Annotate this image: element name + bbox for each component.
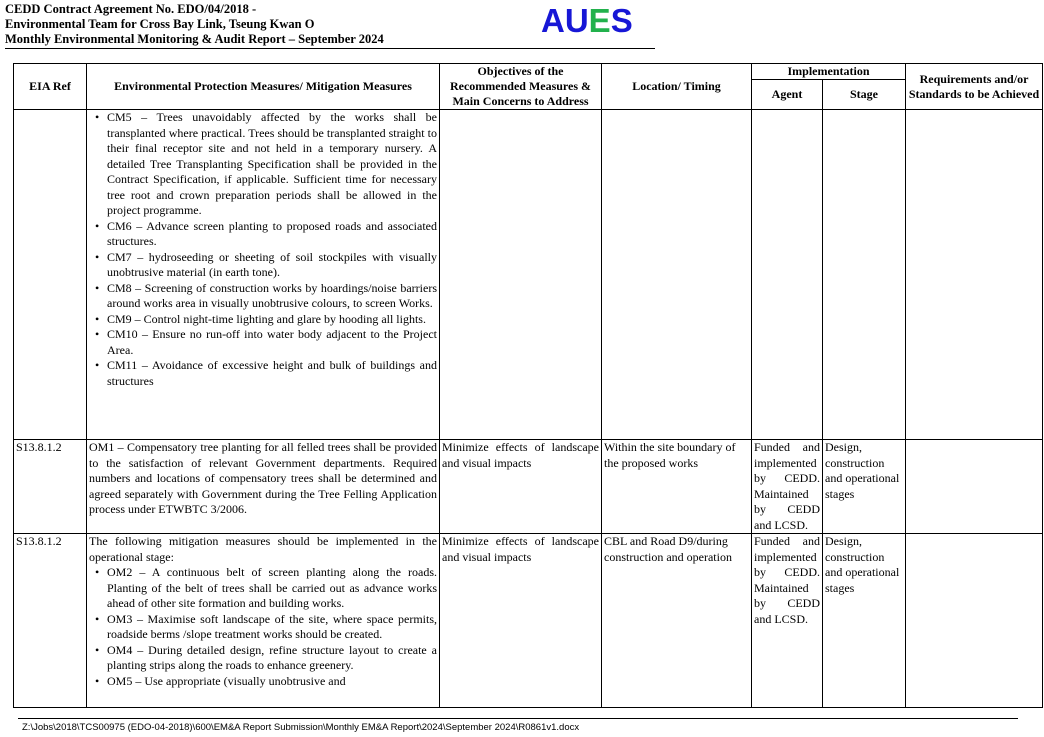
row3-measures [87,534,440,708]
footer-divider [18,718,1018,719]
col-agent: Agent [752,80,823,110]
table-row [14,440,1043,534]
row3-intro: The following mitigation measures should be implemented in the operational stage: [89,534,437,564]
logo-part-au: AU [541,2,589,39]
row1-stage [823,110,906,440]
col-location: Location/ Timing [602,64,752,110]
col-eia-ref: EIA Ref [14,64,87,110]
row3-ref: S13.8.1.2 [14,534,87,708]
measure-cm10: • CM10 – Ensure no run-off into water body adjacent to the Project Area. [107,327,437,358]
row3-bullet-list [89,565,437,689]
measure-om2: • OM2 – A continuous belt of screen planting along the roads. Planting of the belt of trees shall be carried out as advance works ahead of other site formation and building works. [107,565,437,612]
col-measures: Environmental Protection Measures/ Mitigation Measures [87,64,440,110]
row2-requirements [906,440,1043,534]
row2-stage: Design, construction and operational stages [823,440,906,534]
col-implementation: Implementation [752,64,906,80]
header-report-line: Monthly Environmental Monitoring & Audit Report – September 2024 [5,32,384,46]
mitigation-measures-table [13,63,1043,708]
logo-part-s: S [610,2,633,39]
row2-ref: S13.8.1.2 [14,440,87,534]
measure-cm5: • CM5 – Trees unavoidably affected by the works shall be transplanted where practical. Trees should be transplanted straight to their final receptor site and not held in a temporary nursery. A detailed Tree Transplanting Specification shall be provided in the Contract Specification, if applicable. Sufficient time for necessary tree root and crown preparation periods shall be allowed in the project programme. [107,110,437,219]
col-stage: Stage [823,80,906,110]
col-objectives: Objectives of the Recommended Measures & Main Concerns to Address [440,64,602,110]
measure-cm8: • CM8 – Screening of construction works by hoardings/noise barriers around works area in visually unobtrusive colours, to screen Works. [107,281,437,312]
header-contract-line: CEDD Contract Agreement No. EDO/04/2018 - [5,2,257,16]
header-divider [5,48,655,49]
measure-cm7: • CM7 – hydroseeding or sheeting of soil stockpiles with visually unobtrusive material (in earth tone). [107,250,437,281]
footer-file-path: Z:\Jobs\2018\TCS00975 (EDO-04-2018)\600\EM&A Report Submission\Monthly EM&A Report\2024\September 2024\R0861v1.docx [22,722,580,733]
table-row [14,110,1043,440]
row2-agent: Funded and implemented by CEDD. Maintained by CEDD and LCSD. [752,440,823,534]
row3-requirements [906,534,1043,708]
row1-agent [752,110,823,440]
row3-objectives: Minimize effects of landscape and visual impacts [440,534,602,708]
table-header-row [14,64,1043,80]
row2-measures: OM1 – Compensatory tree planting for all felled trees shall be provided to the satisfaction of relevant Government departments. Required numbers and locations of compensatory trees shall be determined and agreed separately with Government during the Tree Felling Application process under ETWBTC 3/2006. [87,440,440,534]
measure-cm11: • CM11 – Avoidance of excessive height and bulk of buildings and structures [107,358,437,389]
row3-location: CBL and Road D9/during construction and operation [602,534,752,708]
row3-agent: Funded and implemented by CEDD. Maintained by CEDD and LCSD. [752,534,823,708]
logo-part-e: E [588,2,611,39]
measure-om4: • OM4 – During detailed design, refine structure layout to create a planting strips along the roads to enhance greenery. [107,643,437,674]
row2-location: Within the site boundary of the proposed works [602,440,752,534]
aues-logo [541,0,633,42]
measure-om5: • OM5 – Use appropriate (visually unobtrusive and [107,674,437,690]
row1-requirements [906,110,1043,440]
measure-om3: • OM3 – Maximise soft landscape of the site, where space permits, roadside berms /slope treatment works should be created. [107,612,437,643]
row1-measures [87,110,440,440]
row1-location [602,110,752,440]
row2-objectives: Minimize effects of landscape and visual impacts [440,440,602,534]
col-requirements: Requirements and/or Standards to be Achieved [906,64,1043,110]
row1-ref [14,110,87,440]
header-team-line: Environmental Team for Cross Bay Link, Tseung Kwan O [5,17,315,31]
measure-cm6: • CM6 – Advance screen planting to proposed roads and associated structures. [107,219,437,250]
table-row [14,534,1043,708]
report-header [5,2,384,47]
row1-objectives [440,110,602,440]
row1-bullet-list [89,110,437,389]
row3-stage: Design, construction and operational stages [823,534,906,708]
measure-cm9: • CM9 – Control night-time lighting and glare by hooding all lights. [107,312,437,328]
